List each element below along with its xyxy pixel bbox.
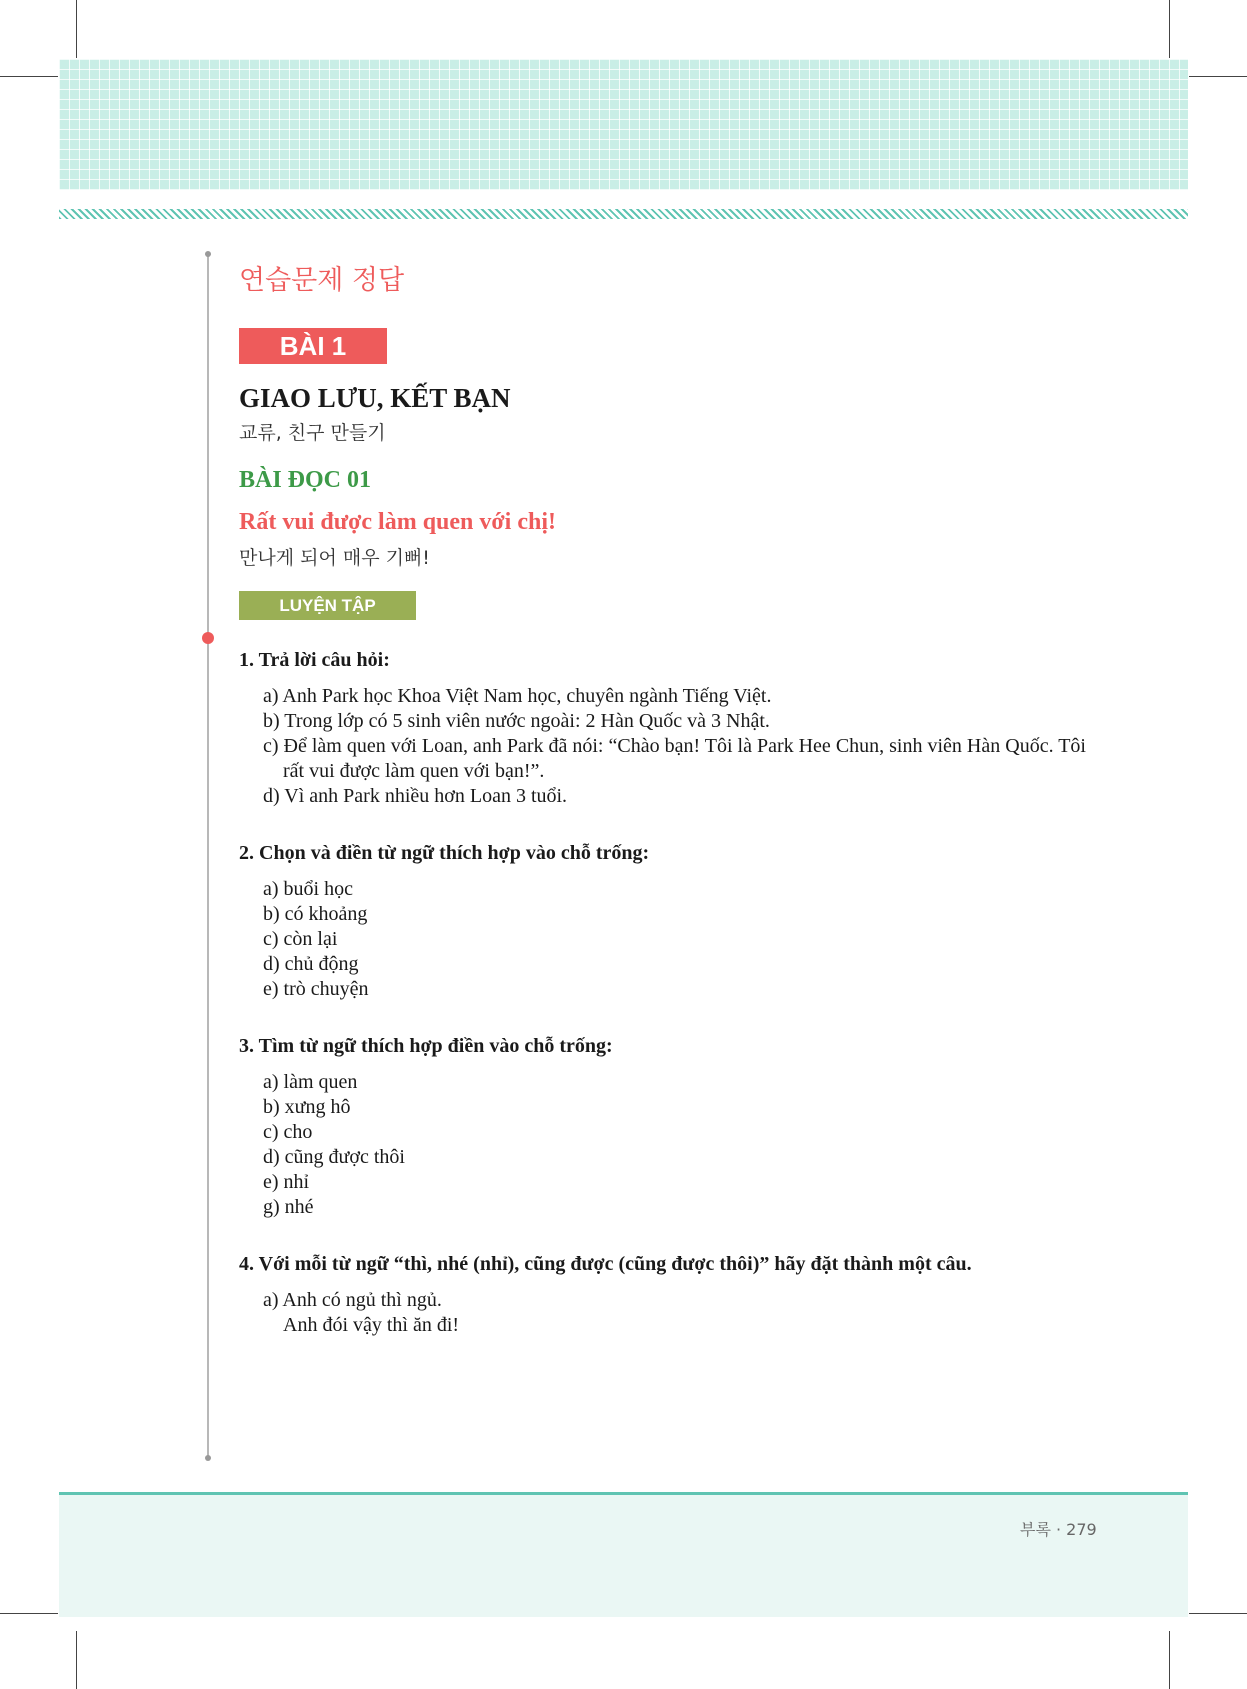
footer-band [59,1492,1188,1617]
timeline-line [207,252,209,1458]
answer-item: d) Vì anh Park nhiều hơn Loan 3 tuổi. [263,785,568,807]
crop-mark [1169,1631,1170,1689]
question-2 [239,839,1099,1002]
section-title: 연습문제 정답 [239,265,405,296]
answer-list [263,877,1099,1002]
practice-badge: LUYỆN TẬP [239,591,416,620]
header-hatch-band [59,209,1188,219]
reading-subtitle-korean: 만나게 되어 매우 기뻐! [239,547,430,569]
answer-item: b) xưng hô [263,1096,351,1118]
question-title: 3. Tìm từ ngữ thích hợp điền vào chỗ trống: [239,1035,613,1057]
answer-item: e) nhỉ [263,1171,310,1193]
question-1 [239,646,1099,809]
answer-item: b) có khoảng [263,903,368,925]
question-title: 1. Trả lời câu hỏi: [239,649,390,671]
crop-mark [1189,76,1247,77]
crop-mark [0,76,58,77]
page-number: 부록 · 279 [1020,1520,1097,1539]
timeline-marker [202,632,214,644]
lesson-title-korean: 교류, 친구 만들기 [239,422,386,444]
timeline-dot [205,1455,211,1461]
answer-item: a) Anh Park học Khoa Việt Nam học, chuyên ngành Tiếng Việt. [263,685,772,707]
answer-item: a) buổi học [263,878,353,900]
crop-mark [0,1613,58,1614]
answer-item: c) cho [263,1121,313,1143]
crop-mark [1189,1613,1247,1614]
reading-subtitle: Rất vui được làm quen với chị! [239,509,557,535]
answer-item: d) chủ động [263,953,359,975]
answer-item: c) còn lại [263,928,338,950]
answer-item: c) Để làm quen với Loan, anh Park đã nói: “Chào bạn! Tôi là Park Hee Chun, sinh viên Hàn Quốc. Tôi rất vui được làm quen với bạn!”. [263,735,1086,782]
question-4 [239,1250,1099,1338]
question-title: 2. Chọn và điền từ ngữ thích hợp vào chỗ trống: [239,842,650,864]
answer-content [239,646,1099,1368]
question-title: 4. Với mỗi từ ngữ “thì, nhé (nhỉ), cũng được (cũng được thôi)” hãy đặt thành một câu. [239,1253,972,1275]
reading-title: BÀI ĐỌC 01 [239,467,372,493]
answer-item: g) nhé [263,1196,314,1218]
answer-item: a) làm quen [263,1071,358,1093]
crop-mark [1169,0,1170,58]
lesson-badge: BÀI 1 [239,328,387,364]
answer-item: a) Anh có ngủ thì ngủ. [263,1289,442,1311]
answer-item: d) cũng được thôi [263,1146,405,1168]
crop-mark [76,1631,77,1689]
timeline-dot [205,251,211,257]
answer-list [263,684,1099,809]
crop-mark [76,0,77,58]
answer-item: b) Trong lớp có 5 sinh viên nước ngoài: 2 Hàn Quốc và 3 Nhật. [263,710,770,732]
answer-item: Anh đói vậy thì ăn đi! [283,1314,460,1336]
lesson-title: GIAO LƯU, KẾT BẠN [239,383,511,413]
answer-list [263,1288,1099,1338]
question-3 [239,1032,1099,1220]
answer-item: e) trò chuyện [263,978,369,1000]
header-grid-band [59,59,1188,190]
answer-list [263,1070,1099,1220]
